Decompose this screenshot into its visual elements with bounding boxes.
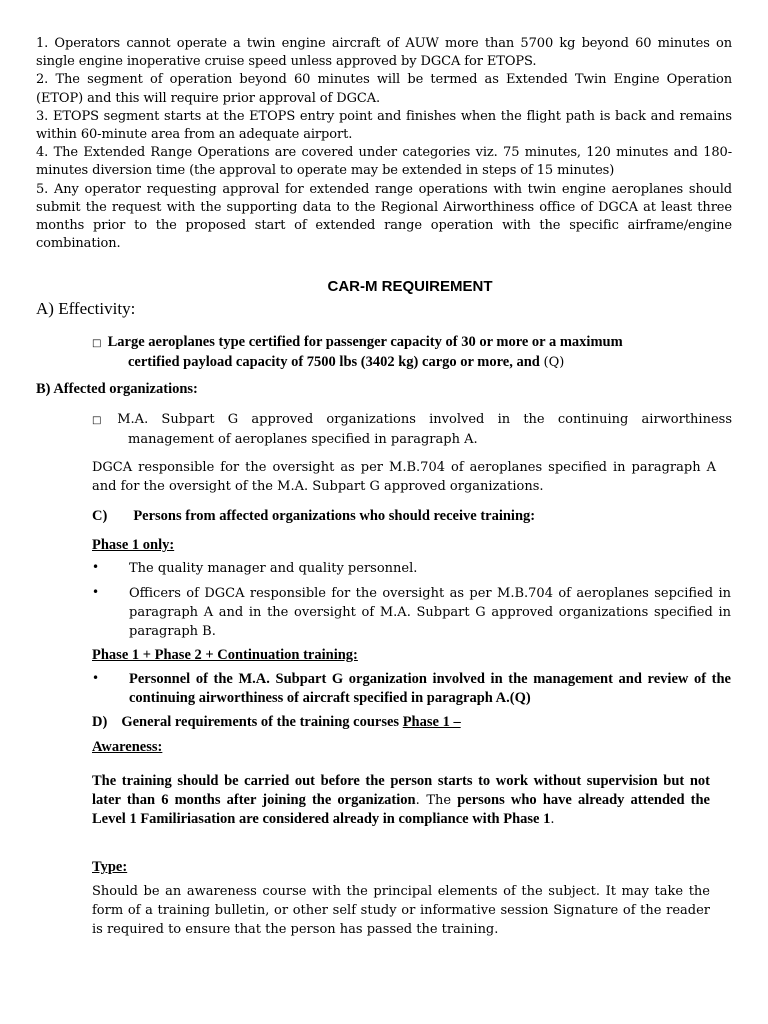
effectivity-line-1: Large aeroplanes type certified for passenger capacity of 30 or more or a maximum xyxy=(107,334,623,350)
effectivity-line-2: certified payload capacity of 7500 lbs (3402 kg) cargo or more, and xyxy=(128,354,540,370)
bullet-glyph: • xyxy=(92,560,100,574)
intro-item-5: 5. Any operator requesting approval for extended range operations with twin engine aeroplanes should submit the request with the supporting data to the Regional Airworthiness office of DGCA at least three months prior to the proposed start of extended range operation with the specific airframe/engine combination. xyxy=(36,181,732,252)
affected-orgs-item xyxy=(92,410,732,449)
awareness-para xyxy=(92,772,710,829)
intro-item-3: 3. ETOPS segment starts at the ETOPS entry point and finishes when the flight path is back and remains within 60-minute area from an adequate airport. xyxy=(36,108,732,143)
section-c-letter: C) xyxy=(92,508,108,524)
affected-orgs-line-2: management of aeroplanes specified in paragraph A. xyxy=(128,432,478,447)
question-marker: (Q) xyxy=(543,355,565,370)
bullet-glyph: • xyxy=(92,671,100,685)
awareness-label: Awareness: xyxy=(92,739,163,755)
awareness-text-3: persons who have already attended the Level 1 Familiriasation are considered already in compliance with Phase 1 xyxy=(92,792,710,827)
intro-item-1: 1. Operators cannot operate a twin engine aircraft of AUW more than 5700 kg beyond 60 minutes on single engine inoperative cruise speed unless approved by DGCA for ETOPS. xyxy=(36,36,732,70)
checkbox-glyph: □ xyxy=(92,338,102,349)
affected-orgs-title: B) Affected organizations: xyxy=(36,381,198,397)
phase1-item-1: The quality manager and quality personnel. xyxy=(129,561,418,576)
intro-item-4: 4. The Extended Range Operations are covered under categories viz. 75 minutes, 120 minutes and 180-minutes diversion time (the approval to operate may be extended in steps of 15 minutes) xyxy=(36,145,732,179)
affected-orgs-line-1: M.A. Subpart G approved organizations involved in the continuing airworthiness xyxy=(117,412,732,427)
type-para: Should be an awareness course with the principal elements of the subject. It may take the form of a training bulletin, or other self study or informative session Signature of the reader is required to ensure that the person has passed the training. xyxy=(92,884,710,937)
section-c-title: Persons from affected organizations who should receive training: xyxy=(133,508,536,524)
section-heading: CAR-M REQUIREMENT xyxy=(327,278,493,295)
phase2-label: Phase 1 + Phase 2 + Continuation training: xyxy=(92,647,358,663)
type-label: Type: xyxy=(92,859,128,875)
checkbox-glyph: □ xyxy=(92,415,102,426)
intro-list xyxy=(36,35,732,253)
persons-training-title xyxy=(92,507,732,526)
awareness-text-2: . The xyxy=(415,793,452,808)
phase2-item: Personnel of the M.A. Subpart G organization involved in the management and review of the continuing airworthiness of aircraft specified in paragraph A.(Q) xyxy=(129,671,731,706)
phase1-item-2: Officers of DGCA responsible for the oversight as per M.B.704 of aeroplanes sepcified in paragraph A and in the oversight of M.A. Subpart G approved organizations specified in paragraph B. xyxy=(129,586,731,639)
effectivity-title: A) Effectivity: xyxy=(36,299,136,318)
bullet-glyph: • xyxy=(92,585,100,599)
section-d-letter: D) xyxy=(92,714,108,730)
intro-item-2: 2. The segment of operation beyond 60 minutes will be termed as Extended Twin Engine Operation (ETOP) and this will require prior approval of DGCA. xyxy=(36,72,732,106)
section-d-title: General requirements of the training courses xyxy=(121,714,400,730)
phase1-label: Phase 1 only: xyxy=(92,537,175,553)
section-d-phase: Phase 1 – xyxy=(402,714,461,730)
effectivity-item xyxy=(92,333,732,372)
awareness-text-1: The training should be carried out before the person starts to work without supervision but not later than 6 months after joining the organization xyxy=(92,773,710,808)
general-requirements-title xyxy=(92,713,732,732)
awareness-text-4: . xyxy=(550,812,555,827)
dgca-oversight-para: DGCA responsible for the oversight as per M.B.704 of aeroplanes specified in paragraph A and for the oversight of the M.A. Subpart G approved organizations. xyxy=(92,460,716,494)
